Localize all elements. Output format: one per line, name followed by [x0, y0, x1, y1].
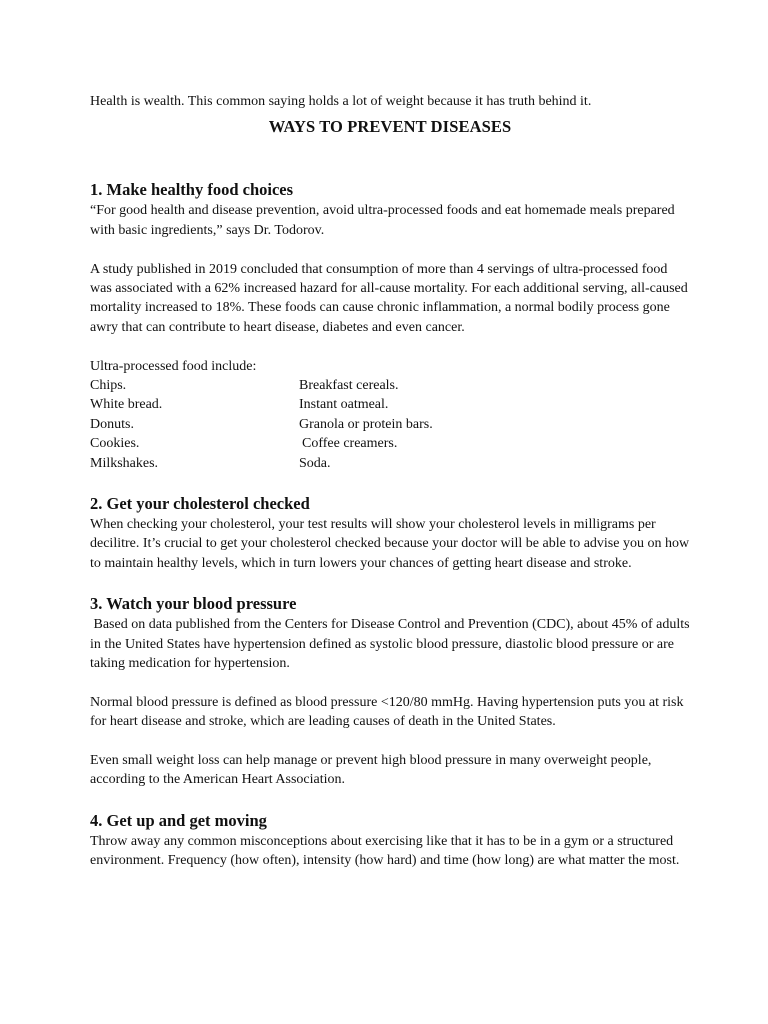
list-item — [90, 376, 690, 395]
list-item — [90, 434, 690, 453]
cdc-paragraph: Based on data published from the Centers for Disease Control and Prevention (CDC), about 45% of adults in the United States have hypertension defined as systolic blood pressure, diastolic blood pressure or are taking medication for hypertension. — [90, 617, 694, 672]
food-item: Donuts. — [90, 416, 134, 432]
food-item: Chips. — [90, 378, 127, 394]
section-blood-pressure — [90, 593, 694, 790]
food-item: Soda. — [299, 455, 331, 471]
section-heading: 4. Get up and get moving — [90, 810, 267, 830]
list-item — [90, 395, 690, 414]
document-title: WAYS TO PREVENT DISEASES — [268, 117, 512, 137]
food-item: Cookies. — [90, 436, 140, 452]
study-paragraph: A study published in 2019 concluded that consumption of more than 4 servings of ultra-processed food was associated with a 62% increased hazard for all-cause mortality. For each additional serving, all-caused mortality increased to 18%. These foods can cause chronic inflammation, a normal bodily process gone awry that can contribute to heart disease, diabetes and even cancer. — [90, 261, 688, 335]
intro-text: Health is wealth. This common saying holds a lot of weight because it has truth behind it. — [90, 94, 592, 109]
food-item: Breakfast cereals. — [299, 378, 399, 394]
food-item: Instant oatmeal. — [299, 397, 389, 413]
section-heading: 2. Get your cholesterol checked — [90, 493, 310, 513]
section-heading: 3. Watch your blood pressure — [90, 594, 297, 614]
list-item — [90, 454, 690, 473]
section-heading: 1. Make healthy food choices — [90, 180, 294, 200]
food-item: Coffee creamers. — [302, 436, 398, 452]
food-item: White bread. — [90, 397, 163, 413]
section-cholesterol — [90, 493, 690, 573]
section-food-choices — [90, 179, 690, 473]
document-page — [90, 92, 694, 871]
list-intro: Ultra-processed food include: — [90, 358, 257, 374]
cholesterol-paragraph: When checking your cholesterol, your test results will show your cholesterol levels in milligrams per decilitre. It’s crucial to get your cholesterol checked because your doctor will be able to advise you on how to maintain healthy levels, which in turn lowers your chances of getting heart disease and stroke. — [90, 516, 690, 571]
normal-bp-paragraph: Normal blood pressure is defined as blood pressure <120/80 mmHg. Having hypertension puts you at risk for heart disease and stroke, which are leading causes of death in the United States. — [90, 694, 684, 730]
food-item: Granola or protein bars. — [299, 416, 433, 432]
food-list — [90, 376, 690, 473]
weight-loss-paragraph: Even small weight loss can help manage or prevent high blood pressure in many overweight people, according to the American Heart Association. — [90, 753, 652, 788]
quote-paragraph: “For good health and disease prevention, avoid ultra-processed foods and eat homemade meals prepared with basic ingredients,” says Dr. Todorov. — [90, 203, 675, 238]
section-get-moving — [90, 810, 690, 871]
exercise-paragraph: Throw away any common misconceptions about exercising like that it has to be in a gym or a structured environment. Frequency (how often), intensity (how hard) and time (how long) are what matter the most. — [90, 833, 680, 869]
list-item — [90, 415, 690, 434]
food-item: Milkshakes. — [90, 455, 159, 471]
